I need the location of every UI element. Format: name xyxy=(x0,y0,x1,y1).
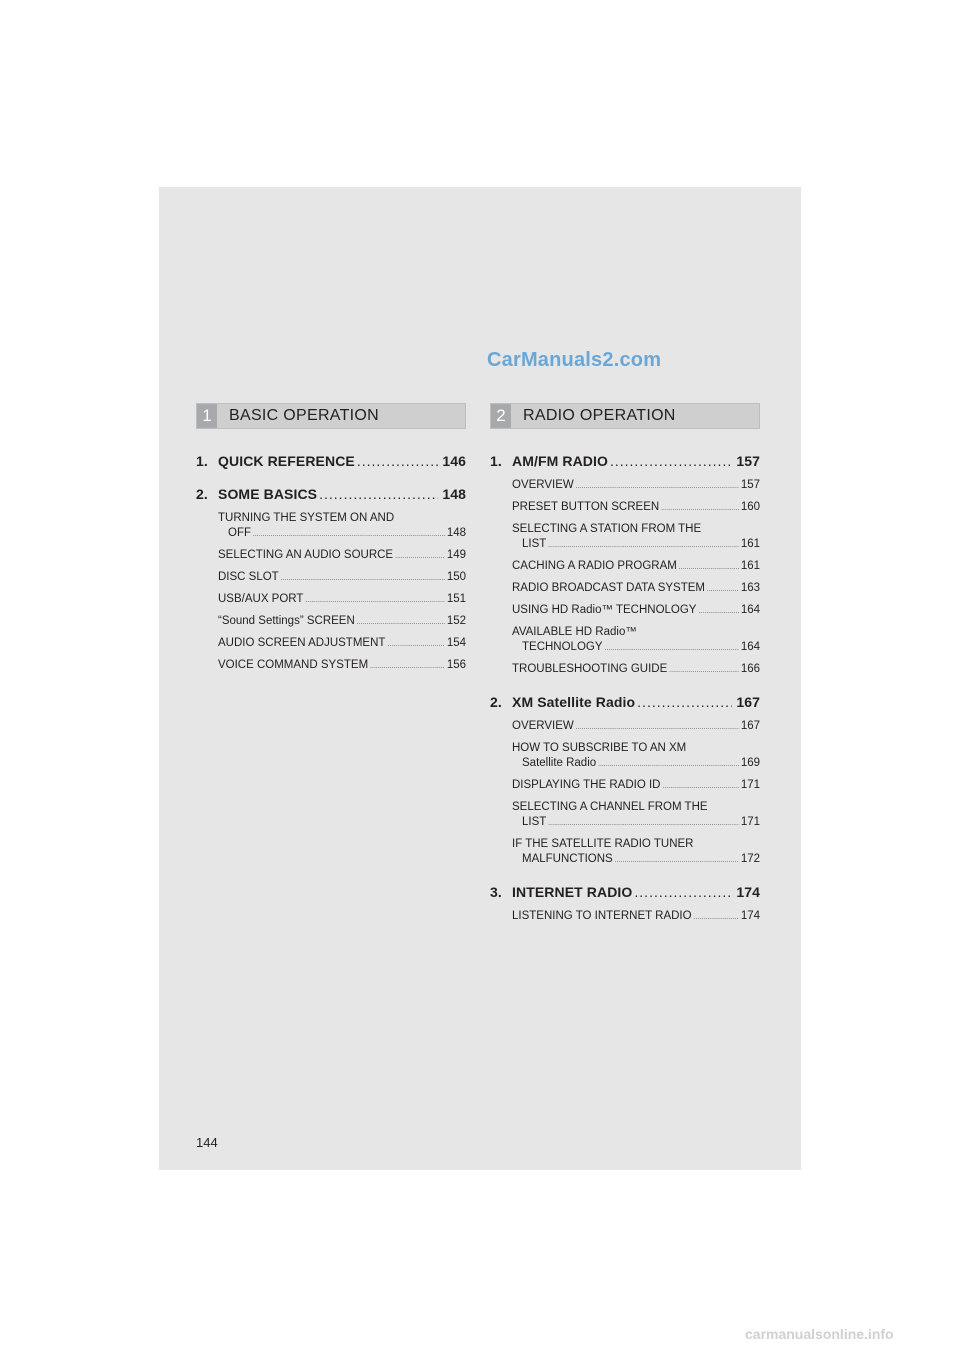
toc-item[interactable] xyxy=(512,603,760,620)
dot-leader xyxy=(605,642,739,657)
section-title: BASIC OPERATION xyxy=(229,407,380,424)
toc-item[interactable] xyxy=(218,636,466,653)
toc-item[interactable] xyxy=(218,614,466,631)
item-page: 157 xyxy=(740,479,760,491)
section-radio-operation xyxy=(490,403,760,931)
chapter-page: 167 xyxy=(736,694,760,710)
item-page: 164 xyxy=(740,641,760,653)
toc-item[interactable] xyxy=(512,662,760,679)
item-page: 163 xyxy=(740,582,760,594)
section-title: RADIO OPERATION xyxy=(523,407,676,424)
toc-item[interactable] xyxy=(512,522,760,554)
dot-leader xyxy=(707,583,739,598)
dot-leader xyxy=(576,721,739,736)
item-page: 156 xyxy=(446,659,466,671)
item-page: 161 xyxy=(740,538,760,550)
chapter-page: 146 xyxy=(442,453,466,469)
item-title: PRESET BUTTON SCREEN xyxy=(512,501,660,513)
dot-leader xyxy=(669,664,739,679)
item-page: 171 xyxy=(740,779,760,791)
item-page: 164 xyxy=(740,604,760,616)
chapter-page: 174 xyxy=(736,884,760,900)
dot-leader xyxy=(319,485,438,504)
toc-item[interactable] xyxy=(512,625,760,657)
dot-leader xyxy=(634,883,732,902)
toc-item[interactable] xyxy=(218,548,466,565)
dot-leader xyxy=(281,572,445,587)
item-title: USB/AUX PORT xyxy=(218,593,304,605)
chapter-number: 3. xyxy=(490,884,502,900)
section-basic-operation xyxy=(196,403,466,680)
dot-leader xyxy=(662,780,738,795)
item-page: 151 xyxy=(446,593,466,605)
item-title-cont: TECHNOLOGY xyxy=(522,641,603,653)
item-title: OVERVIEW xyxy=(512,479,574,491)
item-page: 148 xyxy=(446,527,466,539)
toc-item[interactable] xyxy=(218,592,466,609)
toc-item[interactable] xyxy=(218,570,466,587)
item-page: 160 xyxy=(740,501,760,513)
dot-leader xyxy=(637,693,732,712)
item-title: TROUBLESHOOTING GUIDE xyxy=(512,663,668,675)
item-title: SELECTING AN AUDIO SOURCE xyxy=(218,549,394,561)
page-number: 144 xyxy=(196,1135,218,1150)
toc-chapter-xm-satellite-radio[interactable] xyxy=(490,693,760,712)
item-title: OVERVIEW xyxy=(512,720,574,732)
dot-leader xyxy=(253,528,445,543)
chapter-page: 148 xyxy=(442,486,466,502)
dot-leader xyxy=(661,502,739,517)
dot-leader xyxy=(370,660,445,675)
chapter-title: QUICK REFERENCE xyxy=(218,453,355,469)
item-title: RADIO BROADCAST DATA SYSTEM xyxy=(512,582,705,594)
item-title: DISPLAYING THE RADIO ID xyxy=(512,779,661,791)
item-page: 166 xyxy=(740,663,760,675)
toc-chapter-am-fm-radio[interactable] xyxy=(490,452,760,471)
toc-item[interactable] xyxy=(512,800,760,832)
toc-item[interactable] xyxy=(512,559,760,576)
toc-item[interactable] xyxy=(512,741,760,773)
item-page: 172 xyxy=(740,853,760,865)
chapter-number: 2. xyxy=(196,486,208,502)
item-title-cont: MALFUNCTIONS xyxy=(522,853,613,865)
item-title: IF THE SATELLITE RADIO TUNER xyxy=(512,838,694,850)
item-page: 150 xyxy=(446,571,466,583)
chapter-number: 2. xyxy=(490,694,502,710)
chapter-title: SOME BASICS xyxy=(218,486,318,502)
item-title: CACHING A RADIO PROGRAM xyxy=(512,560,677,572)
item-title: SELECTING A CHANNEL FROM THE xyxy=(512,801,708,813)
chapter-number: 1. xyxy=(196,453,208,469)
dot-leader xyxy=(357,452,438,471)
dot-leader xyxy=(698,605,738,620)
chapter-title: XM Satellite Radio xyxy=(512,694,636,710)
dot-leader xyxy=(610,452,732,471)
chapter-title: AM/FM RADIO xyxy=(512,453,608,469)
watermark-footer: carmanualsonline.info xyxy=(745,1326,894,1342)
watermark-logo[interactable]: CarManuals2.com xyxy=(487,349,662,371)
item-title: “Sound Settings” SCREEN xyxy=(218,615,355,627)
item-title: TURNING THE SYSTEM ON AND xyxy=(218,512,395,524)
dot-leader xyxy=(615,854,739,869)
item-page: 161 xyxy=(740,560,760,572)
section-number: 1 xyxy=(197,404,217,428)
toc-chapter-quick-reference[interactable] xyxy=(196,452,466,471)
item-page: 149 xyxy=(446,549,466,561)
item-page: 167 xyxy=(740,720,760,732)
toc-item[interactable] xyxy=(512,778,760,795)
item-page: 174 xyxy=(740,910,760,922)
section-header xyxy=(196,403,466,429)
toc-item[interactable] xyxy=(512,478,760,495)
item-title-cont: OFF xyxy=(228,527,251,539)
dot-leader xyxy=(305,594,444,609)
toc-chapter-internet-radio[interactable] xyxy=(490,883,760,902)
toc-item[interactable] xyxy=(512,581,760,598)
item-title: SELECTING A STATION FROM THE xyxy=(512,523,702,535)
chapter-title: INTERNET RADIO xyxy=(512,884,633,900)
toc-item[interactable] xyxy=(512,500,760,517)
dot-leader xyxy=(357,616,445,631)
item-title-cont: LIST xyxy=(522,538,547,550)
chapter-number: 1. xyxy=(490,453,502,469)
item-title: VOICE COMMAND SYSTEM xyxy=(218,659,369,671)
item-page: 154 xyxy=(446,637,466,649)
toc-item[interactable] xyxy=(512,719,760,736)
toc-item[interactable] xyxy=(218,658,466,675)
item-title: AVAILABLE HD Radio™ xyxy=(512,626,637,638)
dot-leader xyxy=(598,758,739,773)
dot-leader xyxy=(548,539,739,554)
item-page: 169 xyxy=(740,757,760,769)
section-header xyxy=(490,403,760,429)
item-title: LISTENING TO INTERNET RADIO xyxy=(512,910,692,922)
toc-item[interactable] xyxy=(218,511,466,543)
dot-leader xyxy=(548,817,739,832)
item-page: 152 xyxy=(446,615,466,627)
dot-leader xyxy=(679,561,739,576)
section-number: 2 xyxy=(491,404,511,428)
dot-leader xyxy=(395,550,445,565)
chapter-page: 157 xyxy=(736,453,760,469)
dot-leader xyxy=(694,911,739,926)
toc-item[interactable] xyxy=(512,909,760,926)
item-title-cont: Satellite Radio xyxy=(522,757,597,769)
item-title-cont: LIST xyxy=(522,816,547,828)
item-title: USING HD Radio™ TECHNOLOGY xyxy=(512,604,697,616)
item-page: 171 xyxy=(740,816,760,828)
item-title: AUDIO SCREEN ADJUSTMENT xyxy=(218,637,386,649)
toc-item[interactable] xyxy=(512,837,760,869)
item-title: HOW TO SUBSCRIBE TO AN XM xyxy=(512,742,687,754)
item-title: DISC SLOT xyxy=(218,571,279,583)
toc-chapter-some-basics[interactable] xyxy=(196,485,466,504)
dot-leader xyxy=(387,638,444,653)
dot-leader xyxy=(576,480,739,495)
